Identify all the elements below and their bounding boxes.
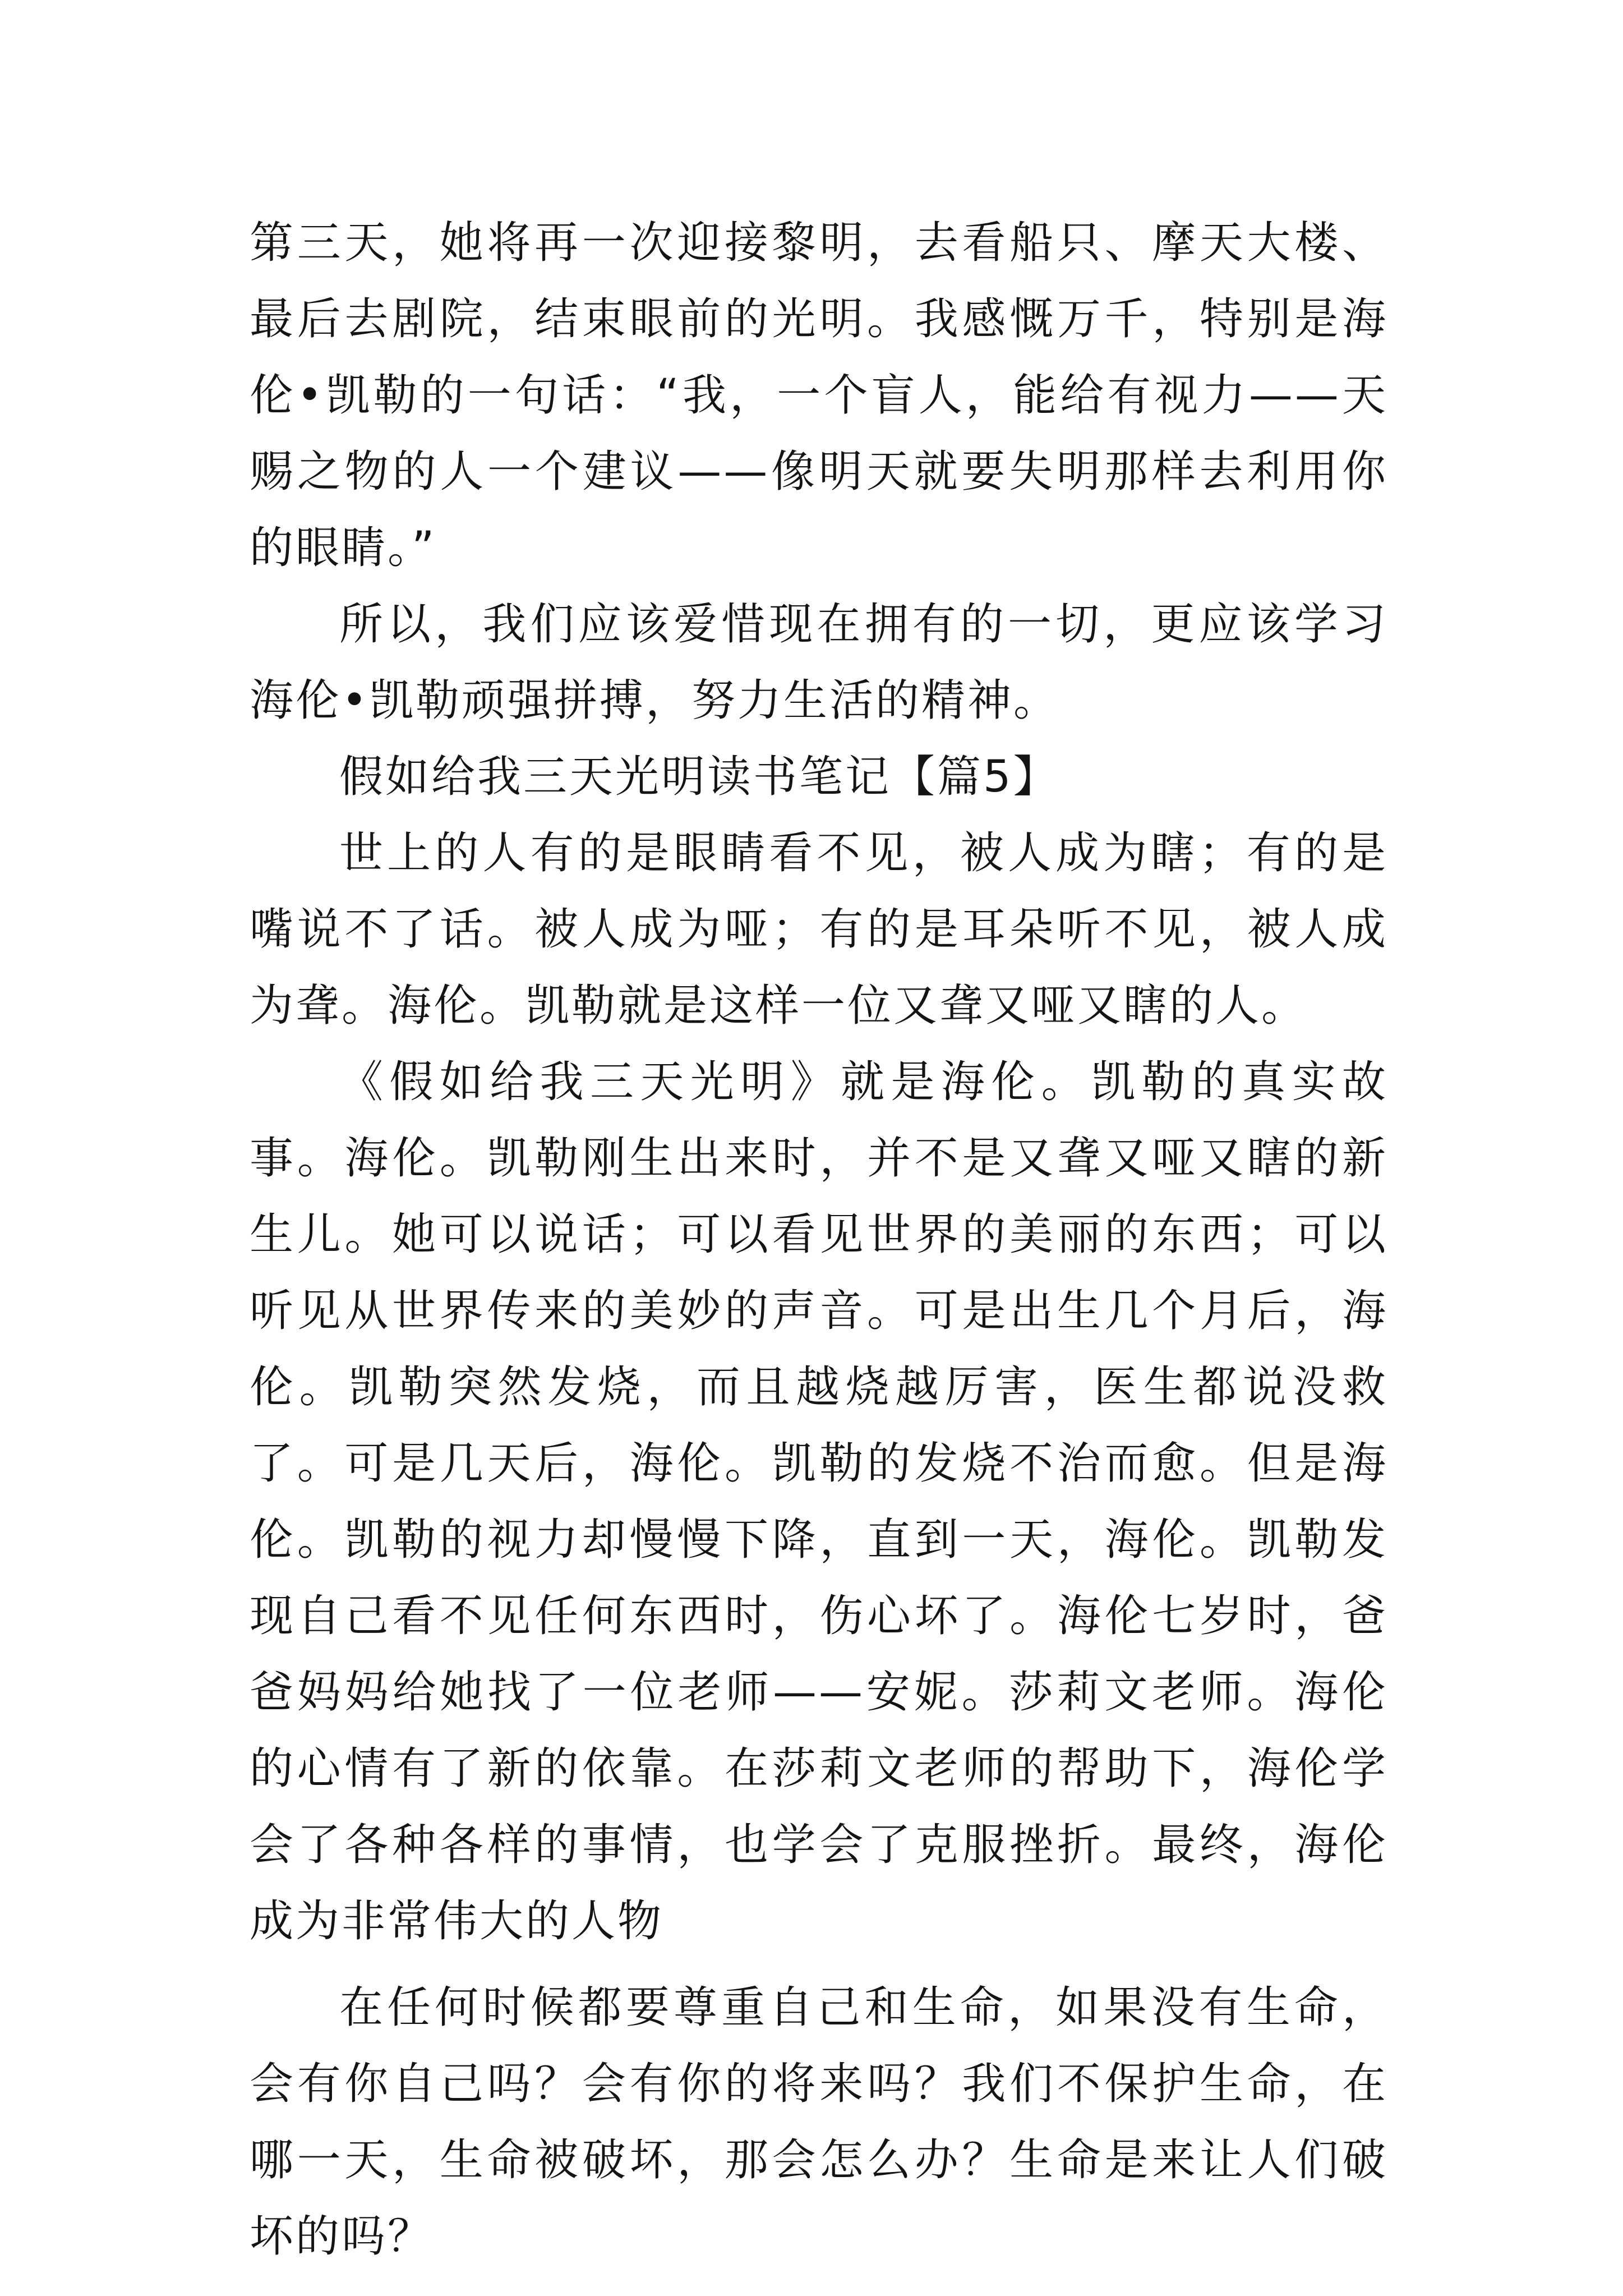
document-body bbox=[250, 205, 1388, 2275]
paragraph-intro: 世上的人有的是眼睛看不见，被人成为瞎；有的是嘴说不了话。被人成为哑；有的是耳朵听不见，被人成为聋。海伦。凯勒就是这样一位又聋又哑又瞎的人。 bbox=[250, 828, 1388, 1031]
paragraph-story: 《假如给我三天光明》就是海伦。凯勒的真实故事。海伦。凯勒刚生出来时，并不是又聋又哑又瞎的新生儿。她可以说话；可以看见世界的美丽的东西；可以听见从世界传来的美妙的声音。可是出生几个月后，海伦。凯勒突然发烧，而且越烧越厉害，医生都说没救了。可是几天后，海伦。凯勒的发烧不治而愈。但是海伦。凯勒的视力却慢慢下降，直到一天，海伦。凯勒发现自己看不见任何东西时，伤心坏了。海伦七岁时，爸爸妈妈给她找了一位老师——安妮。莎莉文老师。海伦的心情有了新的依靠。在莎莉文老师的帮助下，海伦学会了各种各样的事情，也学会了克服挫折。最终，海伦成为非常伟大的人物 bbox=[250, 1057, 1388, 1947]
paragraph-conclusion: 所以，我们应该爱惜现在拥有的一切，更应该学习海伦•凯勒顽强拼搏，努力生活的精神。 bbox=[250, 599, 1388, 726]
paragraph-continuation: 第三天，她将再一次迎接黎明，去看船只、摩天大楼、最后去剧院，结束眼前的光明。我感慨万千，特别是海伦•凯勒的一句话：“我，一个盲人，能给有视力——天赐之物的人一个建议——像明天就要失明那样去利用你的眼睛。” bbox=[250, 218, 1388, 573]
paragraph-reflection: 在任何时候都要尊重自己和生命，如果没有生命，会有你自己吗？会有你的将来吗？我们不保护生命，在哪一天，生命被破坏，那会怎么办？生命是来让人们破坏的吗？ bbox=[250, 1982, 1388, 2262]
section-heading: 假如给我三天光明读书笔记【篇5】 bbox=[339, 752, 1059, 802]
